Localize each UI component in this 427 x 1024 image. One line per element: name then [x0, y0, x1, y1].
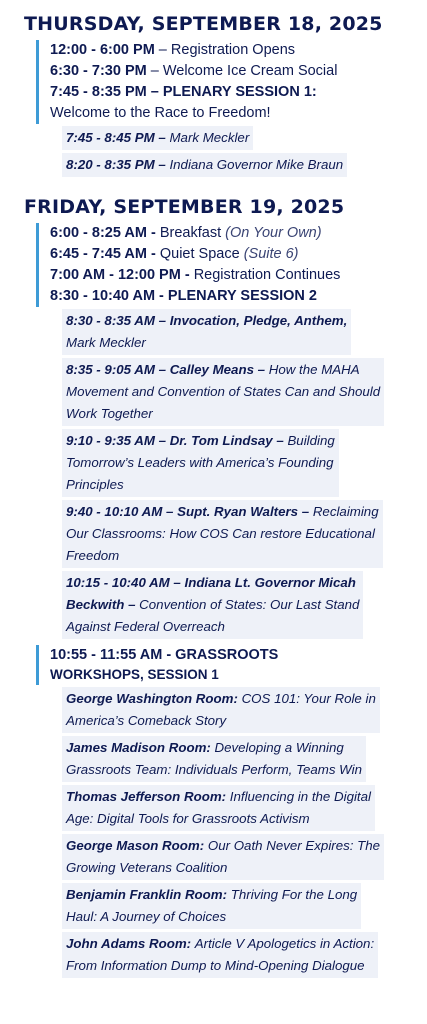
- subsession: 9:10 - 9:35 AM – Dr. Tom Lindsay – Building Tomorrow’s Leaders with America’s Founding Principles: [62, 429, 339, 497]
- workshop-room: George Mason Room: Our Oath Never Expires: The Growing Veterans Coalition: [62, 834, 384, 880]
- subsession: 10:15 - 10:40 AM – Indiana Lt. Governor Micah Beckwith – Convention of States: Our Last Stand Against Federal Overreach: [62, 571, 363, 639]
- workshops-block: [36, 645, 413, 685]
- workshops-title-2: WORKSHOPS, SESSION 1: [50, 667, 219, 682]
- thursday-heading: THURSDAY, SEPTEMBER 18, 2025: [24, 13, 383, 35]
- schedule-item: 6:45 - 7:45 AM - Quiet Space (Suite 6): [50, 246, 299, 262]
- friday-block: [36, 223, 413, 307]
- workshops-title: 10:55 - 11:55 AM - GRASSROOTS: [50, 647, 279, 663]
- workshop-room: Thomas Jefferson Room: Influencing in the Digital Age: Digital Tools for Grassroots Activism: [62, 785, 375, 831]
- workshop-rooms: [62, 687, 413, 978]
- subsession: 9:40 - 10:10 AM – Supt. Ryan Walters – Reclaiming Our Classrooms: How COS Can restore Educational Freedom: [62, 500, 383, 568]
- plenary-session-1: 7:45 - 8:35 PM – PLENARY SESSION 1:: [50, 84, 317, 100]
- plenary-session-2: 8:30 - 10:40 AM - PLENARY SESSION 2: [50, 288, 317, 304]
- subsession: 7:45 - 8:45 PM – Mark Meckler: [62, 126, 253, 150]
- workshop-room: John Adams Room: Article V Apologetics in Action: From Information Dump to Mind-Opening Dialogue: [62, 932, 378, 978]
- workshop-room: Benjamin Franklin Room: Thriving For the Long Haul: A Journey of Choices: [62, 883, 361, 929]
- subsession: 8:20 - 8:35 PM – Indiana Governor Mike Braun: [62, 153, 347, 177]
- schedule-item: 7:00 AM - 12:00 PM - Registration Continues: [50, 267, 341, 283]
- friday-heading: FRIDAY, SEPTEMBER 19, 2025: [24, 196, 345, 218]
- schedule-item: 6:30 - 7:30 PM – Welcome Ice Cream Social: [50, 63, 338, 79]
- friday-plenary-subsessions: [62, 309, 413, 639]
- subsession: 8:35 - 9:05 AM – Calley Means – How the MAHA Movement and Convention of States Can and Should Work Together: [62, 358, 384, 426]
- workshop-room: George Washington Room: COS 101: Your Role in America’s Comeback Story: [62, 687, 380, 733]
- thursday-block: [36, 40, 413, 124]
- schedule-item: 6:00 - 8:25 AM - Breakfast (On Your Own): [50, 225, 322, 241]
- thursday-subsessions: [62, 126, 413, 177]
- plenary-session-1-subtitle: Welcome to the Race to Freedom!: [50, 105, 271, 121]
- workshop-room: James Madison Room: Developing a Winning Grassroots Team: Individuals Perform, Teams Win: [62, 736, 366, 782]
- subsession: 8:30 - 8:35 AM – Invocation, Pledge, Anthem, Mark Meckler: [62, 309, 351, 355]
- schedule-item: 12:00 - 6:00 PM – Registration Opens: [50, 42, 296, 58]
